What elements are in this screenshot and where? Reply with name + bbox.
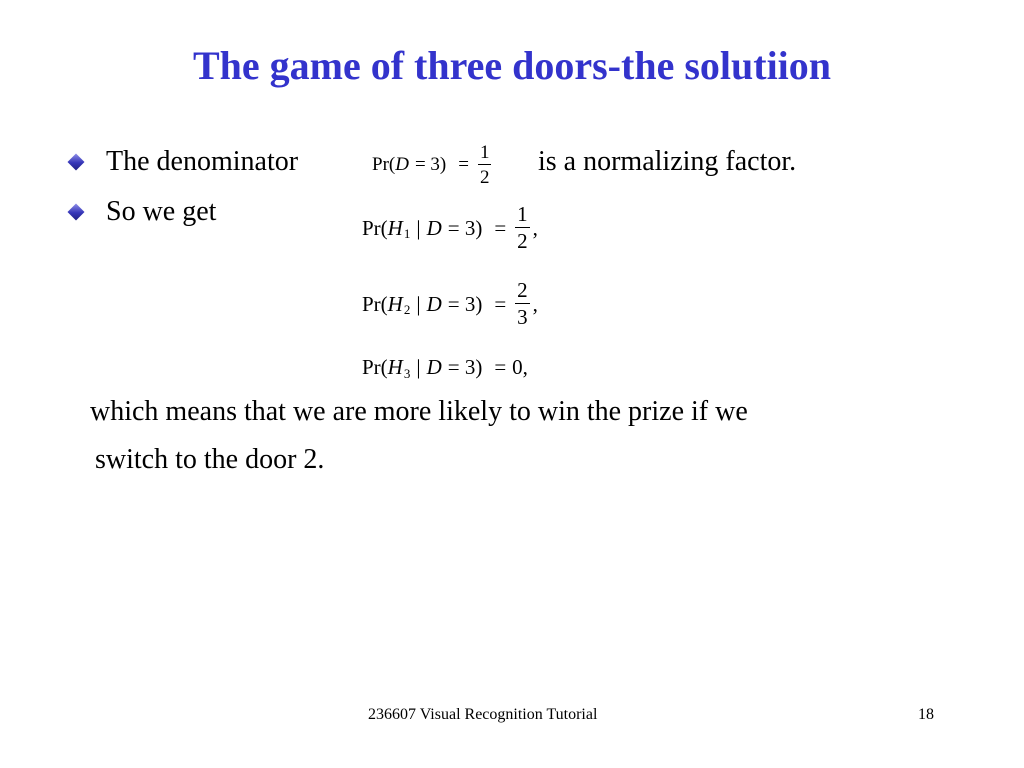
eq-denominator: 2: [479, 167, 490, 188]
eq-cond: = 3): [447, 215, 483, 240]
eq-fraction: [515, 280, 530, 328]
eq-given-bar: |: [416, 355, 421, 379]
eq-cond: = 3): [447, 291, 483, 316]
eq-cond-var: D: [426, 291, 442, 316]
bullet-item-so-we-get: [64, 196, 216, 228]
eq-comma: ,: [532, 291, 538, 316]
equation-denominator: [372, 143, 494, 187]
eq-equals: =: [494, 291, 507, 316]
eq-subscript: 1: [403, 226, 411, 241]
eq-var: H: [387, 355, 403, 379]
eq-var: H: [387, 291, 403, 316]
eq-equals: =: [458, 154, 469, 175]
equation-h3: [362, 355, 528, 380]
eq-fraction: [478, 143, 492, 187]
eq-comma: ,: [532, 215, 538, 240]
eq-var: H: [387, 215, 403, 240]
eq-cond-var: D: [426, 355, 442, 379]
eq-equals: =: [494, 215, 507, 240]
eq-value: 0,: [512, 355, 528, 379]
eq-numerator: 1: [479, 142, 490, 163]
eq-denominator: 3: [517, 305, 528, 329]
eq-subscript: 2: [403, 302, 411, 317]
eq-given-bar: |: [416, 291, 421, 316]
eq-cond: = 3): [447, 355, 483, 379]
conclusion-line-1: which means that we are more likely to win the prize if we: [90, 396, 748, 427]
diamond-bullet-icon: [68, 154, 85, 171]
eq-given-bar: |: [416, 215, 421, 240]
bullet-text: The denominator: [106, 146, 299, 177]
eq-cond-var: D: [426, 215, 442, 240]
eq-pr: Pr(: [362, 215, 388, 240]
eq-pr: Pr(: [372, 154, 396, 175]
footer-page-number: 18: [918, 706, 934, 723]
equation-h1: [362, 204, 538, 252]
bullet-text: So we get: [106, 196, 217, 227]
eq-fraction: [515, 204, 530, 252]
footer-course: 236607 Visual Recognition Tutorial: [368, 706, 598, 723]
bullet-item-denominator: [64, 146, 298, 178]
eq-subscript: 3: [403, 365, 411, 381]
denominator-suffix: is a normalizing factor.: [538, 146, 797, 177]
eq-cond: = 3): [414, 154, 447, 175]
eq-numerator: 2: [517, 278, 528, 302]
slide-title: The game of three doors-the solutiion: [192, 43, 832, 88]
eq-equals: =: [494, 355, 507, 379]
eq-numerator: 1: [517, 202, 528, 226]
conclusion-line-2: switch to the door 2.: [95, 444, 325, 475]
eq-pr: Pr(: [362, 291, 388, 316]
diamond-bullet-icon: [68, 204, 85, 221]
eq-var: D: [395, 154, 409, 175]
eq-pr: Pr(: [362, 355, 388, 379]
equation-h2: [362, 280, 538, 328]
eq-denominator: 2: [517, 229, 528, 253]
